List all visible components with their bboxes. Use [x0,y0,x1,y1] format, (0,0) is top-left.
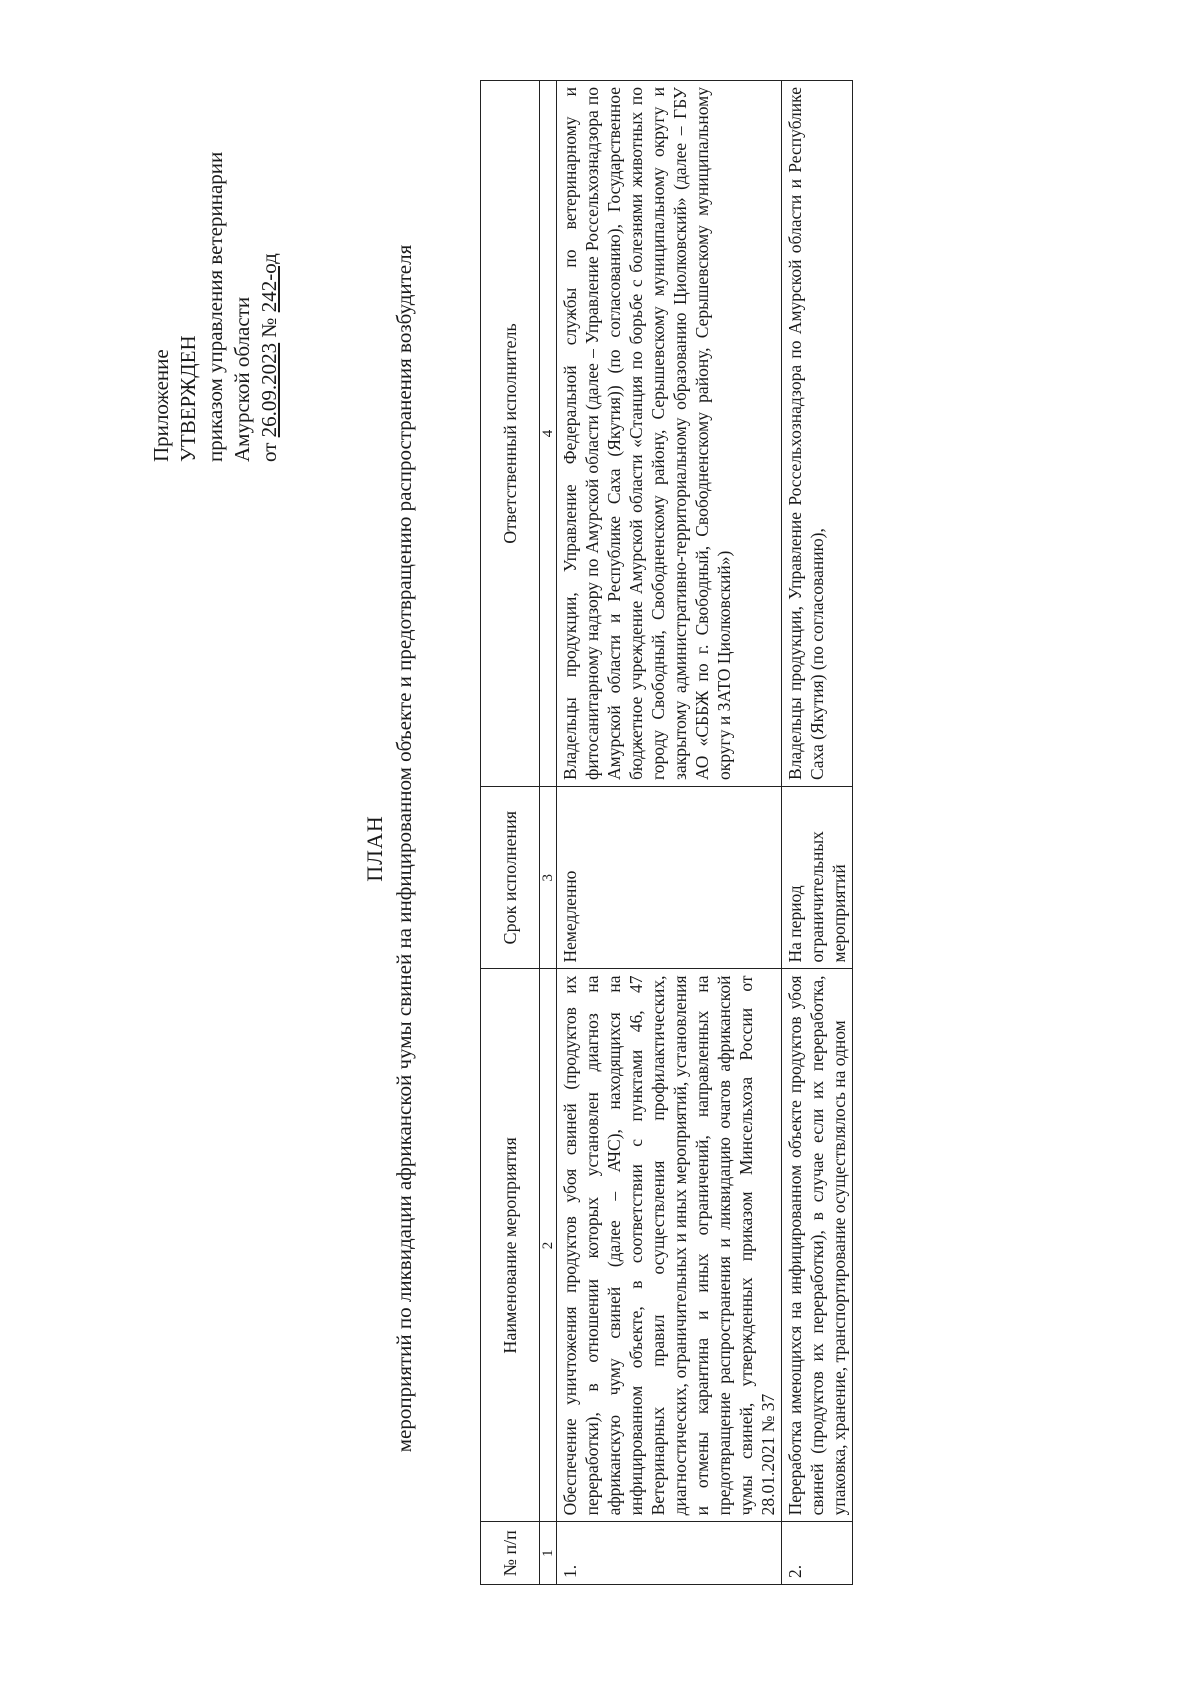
row-term: Немедленно [557,786,782,969]
column-number: 4 [540,81,557,787]
approval-approved: УТВЕРЖДЕН [176,335,200,462]
page-subtitle: мероприятий по ликвидации африканской чумы свиней на инфицированном объекте и предотвращению распространения возбудителя [392,244,416,1453]
approval-order-line: приказом управления ветеринарии [203,151,227,462]
row-responsible: Владельцы продукции, Управление Россельхознадзора по Амурской области и Республике Саха (Якутия) (по согласованию), [782,81,853,787]
approval-number: 242-од [257,253,281,313]
table-header-row [481,81,540,1585]
plan-table [480,80,853,1585]
row-responsible: Владельцы продукции, Управление Федеральной службы по ветеринарному и фитосанитарному надзору по Амурской области (далее – Управление Россельхознадзора по Амурской области и Республике Саха (Якутия)) (по согласованию), Государственное бюджетное учреждение Амурской области «Станция по борьбе с болезнями животных по городу Свободный, Свободненскому району, Серышевскому муниципальному округу и закрытому административно-территориальному образованию Циолковский» (далее – ГБУ АО «СББЖ по г. Свободный, Свободненскому району, Серышевскому муниципальному округу и ЗАТО Циолковский») [557,81,782,787]
table-row [557,81,782,1585]
header-responsible: Ответственный исполнитель [481,81,540,787]
number-prefix: № [257,312,281,343]
column-number: 1 [540,1522,557,1585]
approval-region: Амурской области [230,296,254,462]
header-action: Наименование мероприятия [481,969,540,1522]
approval-date-line [256,42,283,462]
row-number: 1. [557,1522,782,1585]
column-number: 3 [540,786,557,969]
row-action: Переработка имеющихся на инфицированном объекте продуктов убоя свиней (продуктов их переработки), в случае если их переработка, упаковка, хранение, транспортирование осуществлялось на одном [782,969,853,1522]
header-term: Срок исполнения [481,786,540,969]
column-number: 2 [540,969,557,1522]
row-term: На период ограничительных мероприятий [782,786,853,969]
approval-stamp-block [148,42,283,462]
page-title: ПЛАН [362,815,387,882]
date-prefix: от [257,437,281,462]
approval-appendix: Приложение [149,349,173,462]
column-number-row [540,81,557,1585]
row-action: Обеспечение уничтожения продуктов убоя свиней (продуктов их переработки), в отношении которых установлен диагноз на африканскую чуму свиней (далее – АЧС), находящихся на инфицированном объекте, в соответствии с пунктами 46, 47 Ветеринарных правил осуществления профилактических, диагностических, ограничительных и иных мероприятий, установления и отмены карантина и иных ограничений, направленных на предотвращение распространения и ликвидацию очагов африканской чумы свиней, утвержденных приказом Минсельхоза России от 28.01.2021 № 37 [557,969,782,1522]
header-number: № п/п [481,1522,540,1585]
row-number: 2. [782,1522,853,1585]
table-row [782,81,853,1585]
approval-date: 26.09.2023 [257,342,281,438]
